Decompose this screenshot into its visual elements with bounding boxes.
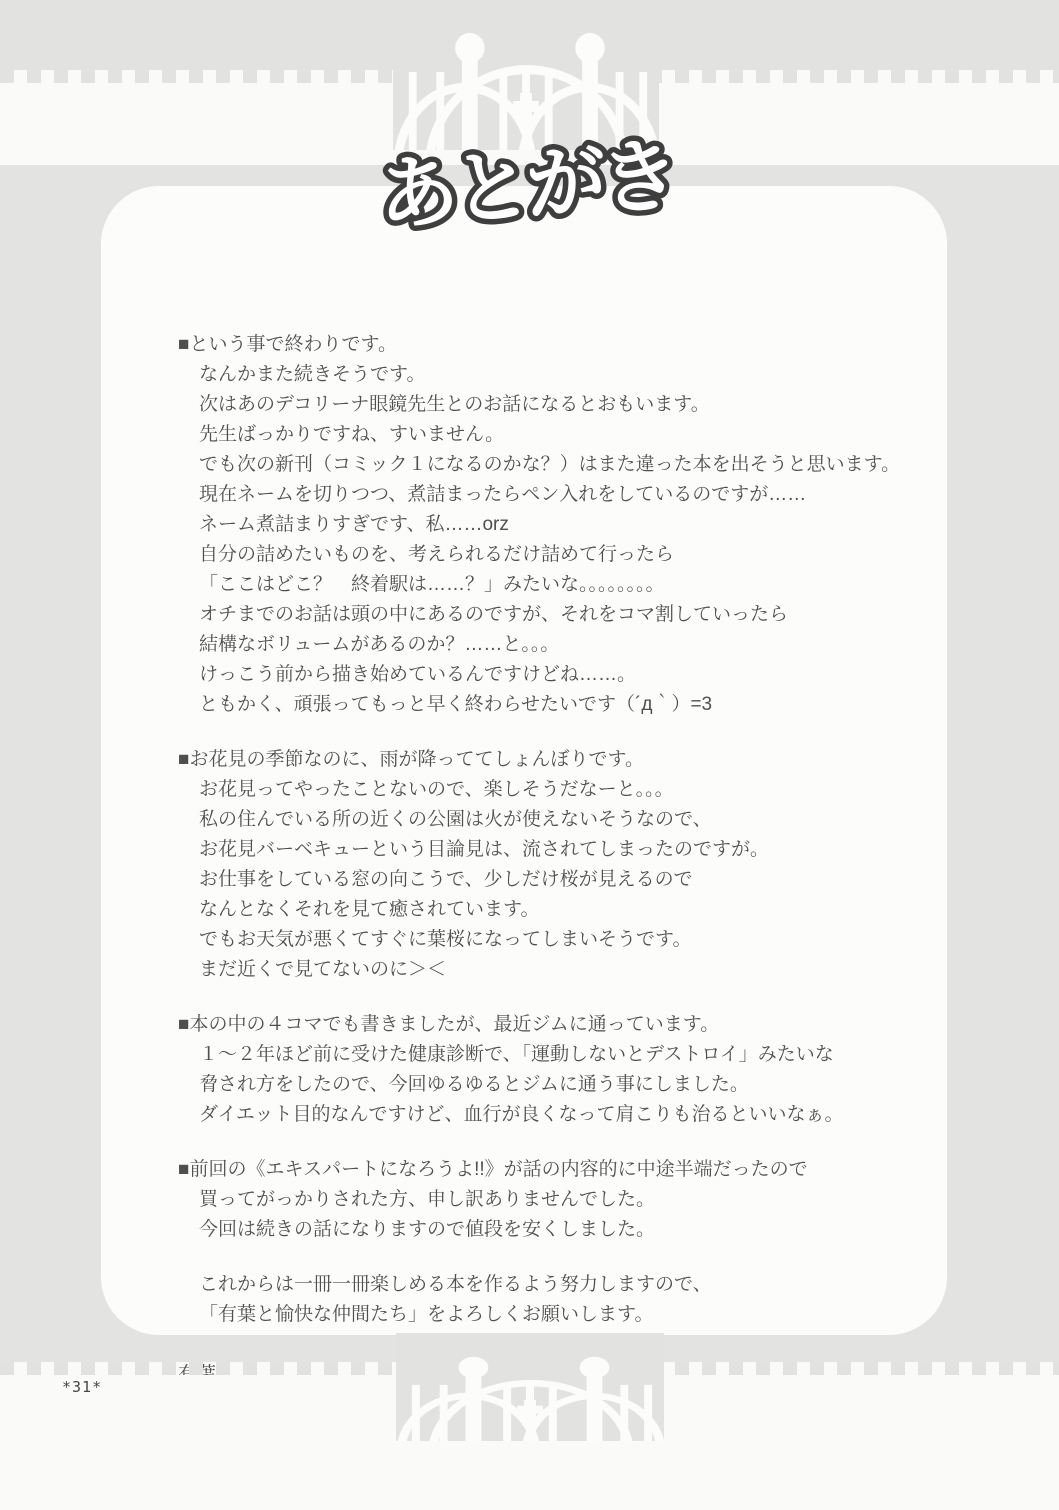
text-line: ダイエット目的なんですけど、血行が良くなって肩こりも治るといいなぁ。	[199, 1104, 844, 1125]
text-line: ■本の中の４コマでも書きましたが、最近ジムに通っています。	[178, 1014, 720, 1035]
page-title-text: あとがき	[375, 128, 678, 243]
text-line: 買ってがっかりされた方、申し訳ありませんでした。	[199, 1189, 656, 1210]
text-line: 自分の詰めたいものを、考えられるだけ詰めて行ったら	[199, 544, 675, 565]
text-line: これからは一冊一冊楽しめる本を作るよう努力しますので、	[199, 1274, 712, 1295]
paragraph	[178, 330, 918, 720]
page-title	[368, 118, 688, 248]
text-line: なんかまた続きそうです。	[199, 364, 426, 385]
paragraph	[178, 1155, 918, 1245]
text-line: お仕事をしている窓の向こうで、少しだけ桜が見えるので	[199, 869, 693, 890]
text-line: 現在ネームを切りつつ、煮詰まったらペン入れをしているのですが……	[199, 484, 807, 505]
text-line: 結構なボリュームがあるのか？……と。。。	[199, 634, 560, 655]
text-line: ネーム煮詰まりすぎです、私……orz	[199, 514, 509, 535]
text-line: 先生ばっかりですね、すいません。	[199, 424, 505, 445]
text-line: １～２年ほど前に受けた健康診断で、「運動しないとデストロイ」みたいな	[199, 1044, 834, 1065]
afterword-paragraphs	[178, 240, 918, 1450]
gate-ornament-icon	[396, 1333, 664, 1441]
paragraph	[178, 1010, 918, 1130]
paragraph	[178, 1270, 918, 1330]
text-line: オチまでのお話は頭の中にあるのですが、それをコマ割していったら	[199, 604, 789, 625]
text-line: 「ここはどこ？ 終着駅は……？」みたいな。。。。。。。。	[199, 574, 665, 595]
paragraph	[178, 745, 918, 985]
text-line: でも次の新刊（コミック１になるのかな？）はまた違った本を出そうと思います。	[199, 454, 901, 475]
text-line: 次はあのデコリーナ眼鏡先生とのお話になるとおもいます。	[199, 394, 710, 415]
text-line: ■という事で終わりです。	[178, 334, 397, 355]
text-line: 脅され方をしたので、今回ゆるゆるとジムに通う事にしました。	[199, 1074, 749, 1095]
text-line: ■お花見の季節なのに、雨が降っててしょんぼりです。	[178, 749, 644, 770]
text-line: お花見ってやったことないので、楽しそうだなーと。。。	[199, 779, 674, 800]
text-line: でもお天気が悪くてすぐに葉桜になってしまいそうです。	[199, 929, 692, 950]
text-line: けっこう前から描き始めているんですけどね……。	[199, 664, 637, 685]
text-line: なんとなくそれを見て癒されています。	[199, 899, 540, 920]
text-line: 「有葉と愉快な仲間たち」をよろしくお願いします。	[199, 1304, 654, 1325]
text-line: 今回は続きの話になりますので値段を安くしました。	[199, 1219, 656, 1240]
text-line: ■前回の《エキスパートになろうよ!!》が話の内容的に中途半端だったので	[178, 1159, 808, 1180]
text-line: ともかく、頑張ってもっと早く終わらせたいです（´д｀）=3	[199, 694, 713, 715]
text-line: 私の住んでいる所の近くの公園は火が使えないそうなので、	[199, 809, 712, 830]
text-line: お花見バーベキューという目論見は、流されてしまったのですが。	[199, 839, 770, 860]
text-line: まだ近くで見てないのに＞＜	[199, 959, 447, 980]
page-number: *31*	[62, 1378, 103, 1396]
